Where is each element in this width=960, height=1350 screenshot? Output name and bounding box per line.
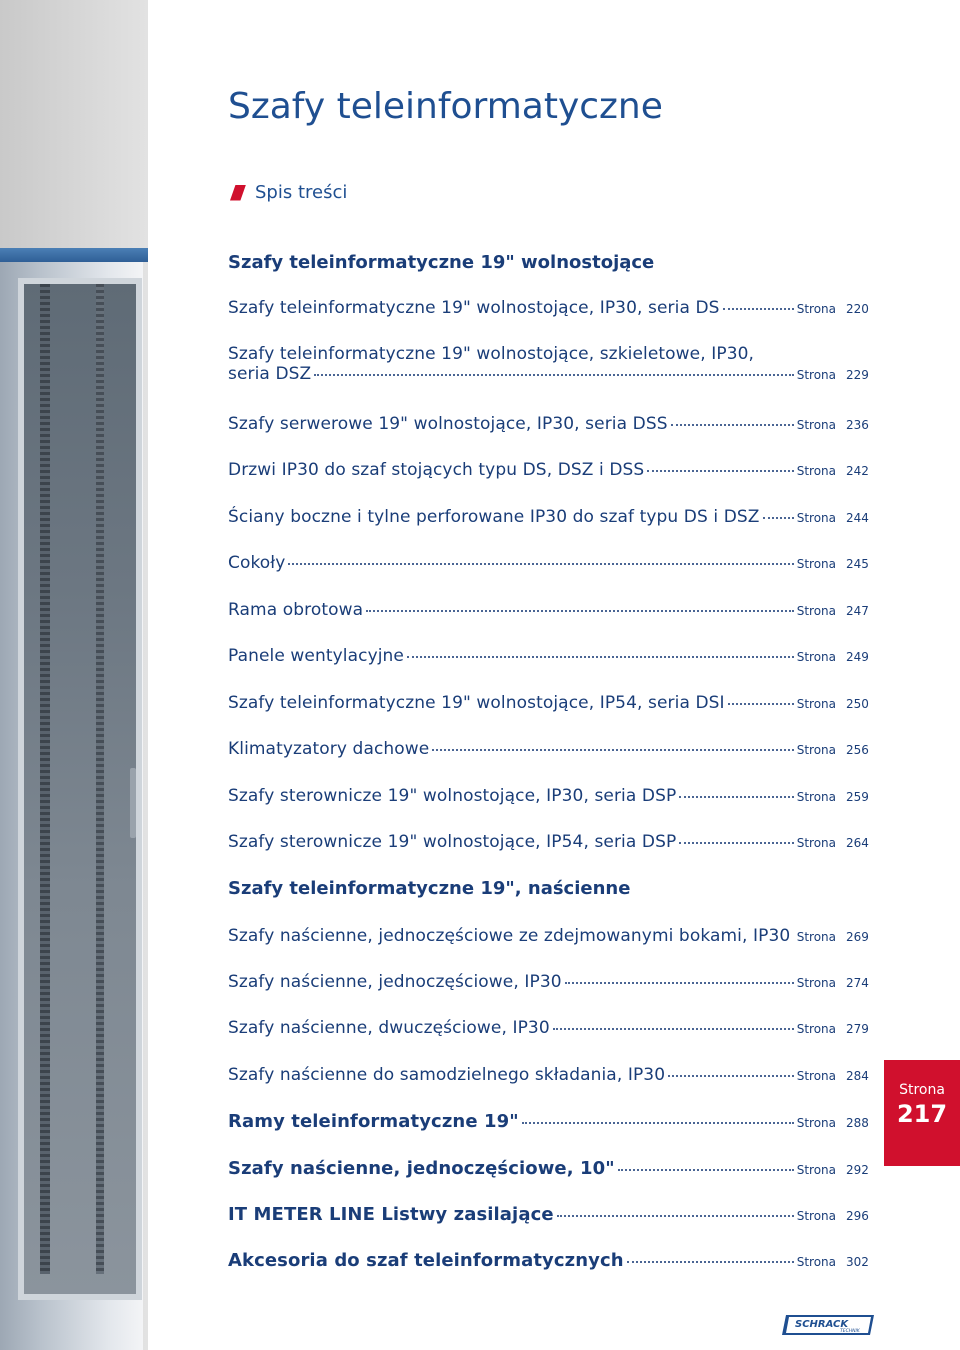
page-number: 217 bbox=[896, 1100, 948, 1128]
toc-entry[interactable]: Szafy naścienne, jednoczęściowe, IP30 Strona 274 bbox=[228, 972, 869, 992]
toc-entry[interactable]: Szafy serwerowe 19" wolnostojące, IP30, seria DSS Strona 236 bbox=[228, 414, 869, 434]
table-of-contents bbox=[228, 0, 874, 1350]
toc-entry[interactable]: Szafy sterownicze 19" wolnostojące, IP54, seria DSP Strona 264 bbox=[228, 832, 869, 852]
schrack-logo bbox=[782, 1314, 874, 1336]
svg-text:TECHNIK: TECHNIK bbox=[840, 1329, 860, 1334]
left-band bbox=[0, 0, 148, 1350]
toc-entry[interactable]: Szafy teleinformatyczne 19" wolnostojące, IP54, seria DSI Strona 250 bbox=[228, 693, 869, 713]
page-number-tab bbox=[884, 1060, 960, 1166]
toc-entry[interactable]: Szafy naścienne do samodzielnego składania, IP30 Strona 284 bbox=[228, 1065, 869, 1085]
server-cabinet-photo bbox=[0, 248, 148, 1350]
toc-entry[interactable]: Szafy sterownicze 19" wolnostojące, IP30, seria DSP Strona 259 bbox=[228, 786, 869, 806]
toc-heading-freestanding: Szafy teleinformatyczne 19" wolnostojące bbox=[228, 252, 655, 273]
toc-entry[interactable]: Ramy teleinformatyczne 19" Strona 288 bbox=[228, 1111, 869, 1132]
toc-entry[interactable]: Drzwi IP30 do szaf stojących typu DS, DSZ i DSS Strona 242 bbox=[228, 460, 869, 480]
page-tab-label: Strona bbox=[899, 1082, 945, 1098]
toc-entry[interactable]: Klimatyzatory dachowe Strona 256 bbox=[228, 739, 869, 759]
toc-entry[interactable]: IT METER LINE Listwy zasilające Strona 296 bbox=[228, 1204, 869, 1225]
toc-entry[interactable]: Szafy teleinformatyczne 19" wolnostojące, szkieletowe, IP30, seria DSZ Strona 229 bbox=[228, 344, 869, 384]
toc-entry[interactable]: Rama obrotowa Strona 247 bbox=[228, 600, 869, 620]
toc-entry[interactable]: Cokoły Strona 245 bbox=[228, 553, 869, 573]
toc-entry[interactable]: Ściany boczne i tylne perforowane IP30 do szaf typu DS i DSZ Strona 244 bbox=[228, 507, 869, 527]
svg-text:SCHRACK: SCHRACK bbox=[795, 1319, 849, 1330]
toc-entry[interactable]: Szafy teleinformatyczne 19" wolnostojące, IP30, seria DS Strona 220 bbox=[228, 298, 869, 318]
page-title: Szafy teleinformatyczne bbox=[228, 86, 663, 127]
toc-entry[interactable]: Szafy naścienne, jednoczęściowe, 10" Strona 292 bbox=[228, 1158, 869, 1179]
toc-heading-wall: Szafy teleinformatyczne 19", naścienne bbox=[228, 878, 631, 899]
toc-entry[interactable]: Panele wentylacyjne Strona 249 bbox=[228, 646, 869, 666]
toc-entry[interactable]: Szafy naścienne, dwuczęściowe, IP30 Strona 279 bbox=[228, 1018, 869, 1038]
subtitle-label: Spis treści bbox=[255, 182, 348, 203]
toc-entry[interactable]: Szafy naścienne, jednoczęściowe ze zdejmowanymi bokami, IP30 Strona 269 bbox=[228, 926, 869, 946]
toc-entry[interactable]: Akcesoria do szaf teleinformatycznych Strona 302 bbox=[228, 1250, 869, 1271]
